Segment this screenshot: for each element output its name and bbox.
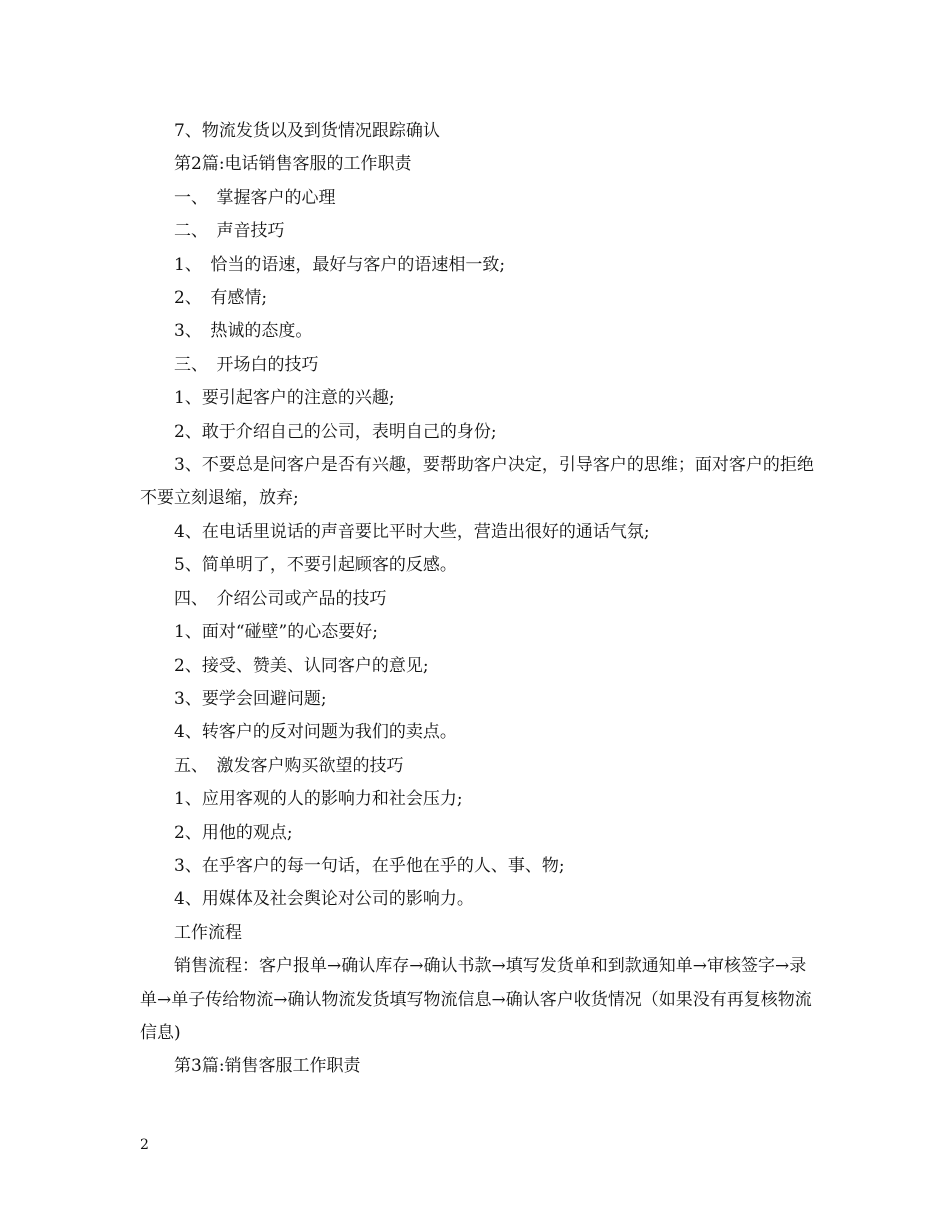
- list-item: 3、 热诚的态度。: [174, 321, 313, 342]
- list-item: 3、在乎客户的每一句话，在乎他在乎的人、事、物;: [174, 855, 565, 876]
- list-item: 2、接受、赞美、认同客户的意见;: [174, 655, 429, 676]
- subheading: 五、 激发客户购买欲望的技巧: [174, 755, 404, 776]
- list-item: 2、 有感情;: [174, 288, 268, 309]
- list-item: 1、 恰当的语速，最好与客户的语速相一致;: [174, 254, 506, 275]
- list-item: 1、面对“碰壁”的心态要好;: [174, 622, 378, 643]
- section-heading: 第3篇:销售客服工作职责: [174, 1056, 361, 1077]
- section-heading: 第2篇:电话销售客服的工作职责: [174, 154, 412, 175]
- list-item: 5、简单明了，不要引起顾客的反感。: [174, 555, 457, 576]
- list-item: 2、敢于介绍自己的公司，表明自己的身份;: [174, 421, 497, 442]
- paragraph: 7、物流发货以及到货情况跟踪确认: [174, 121, 440, 141]
- list-item: 1、应用客观的人的影响力和社会压力;: [174, 789, 463, 810]
- list-item: 3、不要总是问客户是否有兴趣，要帮助客户决定，引导客户的思维；面对客户的拒绝不要立刻退缩，放弃;: [140, 455, 814, 509]
- list-item: 4、用媒体及社会舆论对公司的影响力。: [174, 889, 474, 910]
- subheading: 三、 开场白的技巧: [174, 354, 319, 375]
- subheading: 工作流程: [174, 922, 242, 943]
- list-item: 3、要学会回避问题;: [174, 688, 327, 709]
- paragraph: 销售流程：客户报单→确认库存→确认书款→填写发货单和到款通知单→审核签字→录单→单子传给物流→确认物流发货填写物流信息→确认客户收货情况（如果没有再复核物流信息): [140, 956, 812, 1043]
- document-body: [140, 115, 820, 1084]
- subheading: 四、 介绍公司或产品的技巧: [174, 588, 387, 609]
- subheading: 二、 声音技巧: [174, 221, 285, 242]
- subheading: 一、 掌握客户的心理: [174, 187, 336, 208]
- list-item: 4、转客户的反对问题为我们的卖点。: [174, 722, 457, 743]
- list-item: 2、用他的观点;: [174, 822, 293, 843]
- list-item: 4、在电话里说话的声音要比平时大些，营造出很好的通话气氛;: [174, 521, 650, 542]
- list-item: 1、要引起客户的注意的兴趣;: [174, 388, 395, 409]
- page-number: 2: [140, 1137, 149, 1153]
